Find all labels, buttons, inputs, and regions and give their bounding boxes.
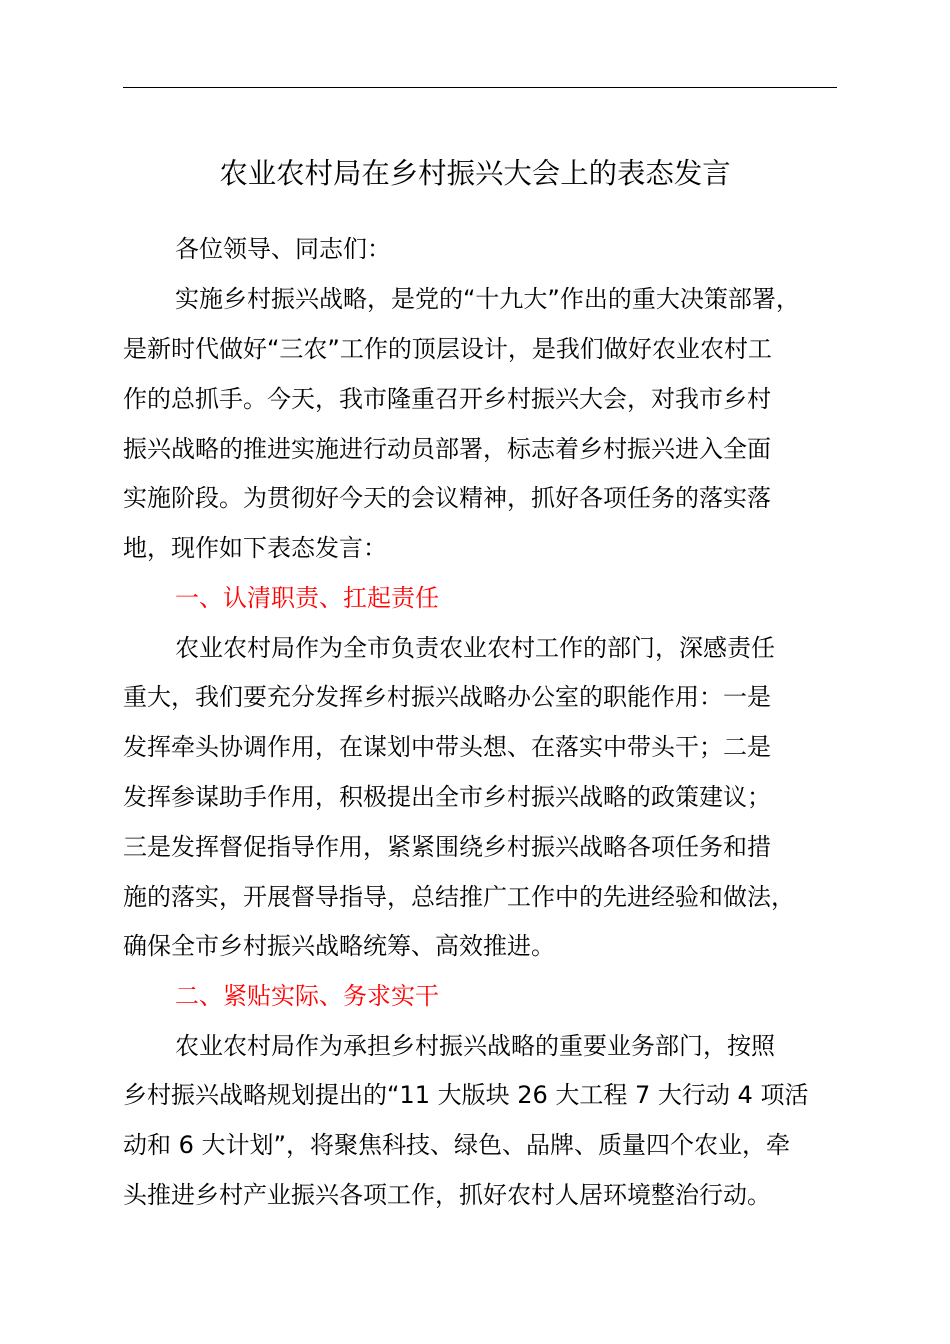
paragraph-line: 农业农村局作为全市负责农业农村工作的部门，深感责任 bbox=[175, 634, 775, 662]
paragraph-line: 发挥牵头协调作用，在谋划中带头想、在落实中带头干；二是 bbox=[123, 733, 771, 761]
paragraph-line: 重大，我们要充分发挥乡村振兴战略办公室的职能作用：一是 bbox=[123, 683, 771, 711]
section-heading-1: 一、认清职责、扛起责任 bbox=[175, 584, 439, 612]
paragraph-line: 确保全市乡村振兴战略统筹、高效推进。 bbox=[123, 932, 555, 960]
paragraph-line: 施的落实，开展督导指导，总结推广工作中的先进经验和做法， bbox=[123, 883, 795, 911]
paragraph-line: 实施乡村振兴战略，是党的“十九大”作出的重大决策部署， bbox=[175, 285, 800, 313]
salutation: 各位领导、同志们： bbox=[175, 235, 391, 263]
paragraph-line: 振兴战略的推进实施进行动员部署，标志着乡村振兴进入全面 bbox=[123, 435, 771, 463]
header-rule bbox=[123, 87, 837, 88]
paragraph-line: 地，现作如下表态发言： bbox=[123, 534, 387, 562]
paragraph-line: 乡村振兴战略规划提出的“11 大版块 26 大工程 7 大行动 4 项活 bbox=[123, 1081, 809, 1109]
document-title: 农业农村局在乡村振兴大会上的表态发言 bbox=[219, 157, 731, 190]
paragraph-line: 作的总抓手。今天，我市隆重召开乡村振兴大会，对我市乡村 bbox=[123, 385, 771, 413]
section-heading-2: 二、紧贴实际、务求实干 bbox=[175, 982, 439, 1010]
paragraph-line: 发挥参谋助手作用，积极提出全市乡村振兴战略的政策建议； bbox=[123, 783, 771, 811]
paragraph-line: 头推进乡村产业振兴各项工作，抓好农村人居环境整治行动。 bbox=[123, 1181, 771, 1209]
paragraph-line: 实施阶段。为贯彻好今天的会议精神，抓好各项任务的落实落 bbox=[123, 484, 771, 512]
paragraph-line: 三是发挥督促指导作用，紧紧围绕乡村振兴战略各项任务和措 bbox=[123, 833, 771, 861]
paragraph-line: 动和 6 大计划”，将聚焦科技、绿色、品牌、质量四个农业，牵 bbox=[123, 1131, 790, 1159]
paragraph-line: 是新时代做好“三农”工作的顶层设计，是我们做好农业农村工 bbox=[123, 335, 772, 363]
paragraph-line: 农业农村局作为承担乡村振兴战略的重要业务部门，按照 bbox=[175, 1032, 775, 1060]
